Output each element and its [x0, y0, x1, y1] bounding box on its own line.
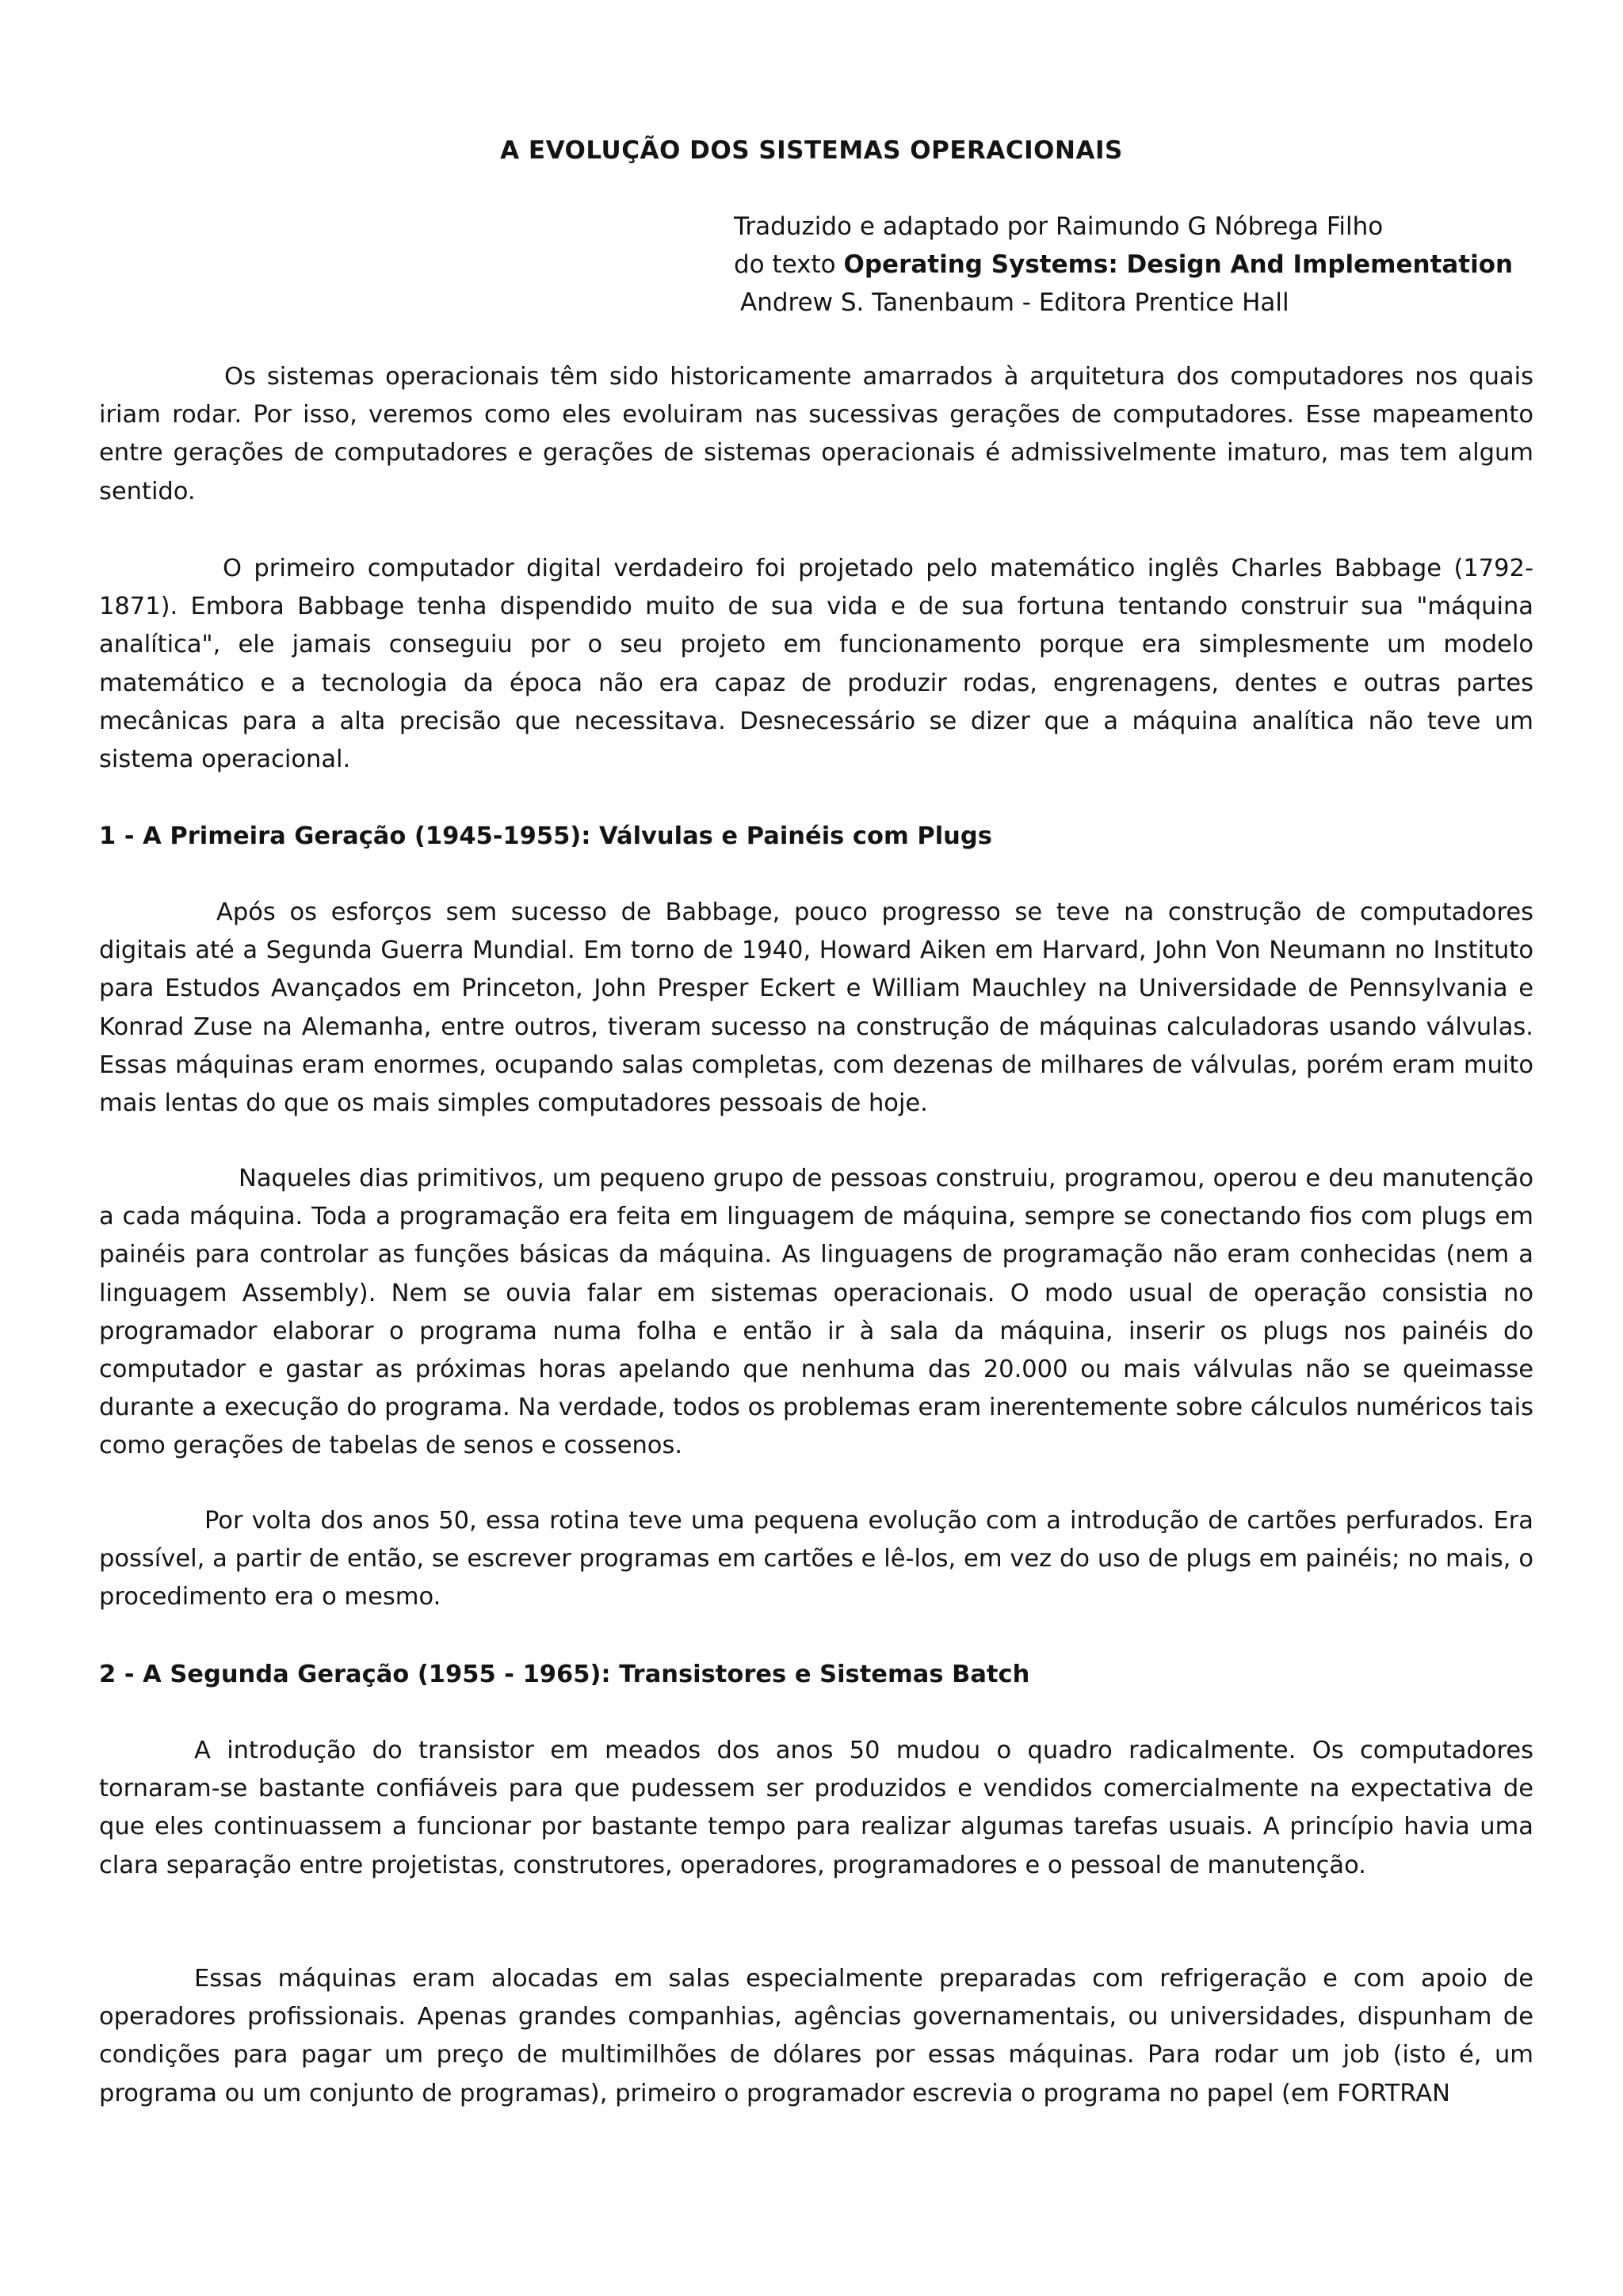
credits-source-line: [734, 246, 1513, 284]
credits-book-title: Operating Systems: Design And Implementation: [843, 250, 1514, 279]
paragraph-mainframe-rooms: Essas máquinas eram alocadas em salas especialmente preparadas com refrigeração e com apoio de operadores profissionais. Apenas grandes companhias, agências governamentais, ou universidades, dispunham de condições para pagar um preço de multimilhões de dólares por essas máquinas. Para rodar um job (isto é, um programa ou um conjunto de programas), primeiro o programador escrevia o programa no papel (em FORTRAN: [99, 1965, 1533, 2107]
paragraph-babbage: O primeiro computador digital verdadeiro foi projetado pelo matemático inglês Charles Babbage (1792-1871). Embora Babbage tenha dispendido muito de sua vida e de sua fortuna tentando construir sua "máquina analítica", ele jamais conseguiu por o seu projeto em funcionamento porque era simplesmente um modelo matemático e a tecnologia da época não era capaz de produzir rodas, engrenagens, dentes e outras partes mecânicas para a alta precisão que necessitava. Desnecessário se dizer que a máquina analítica não teve um sistema operacional.: [99, 555, 1533, 774]
credits-translator-line: Traduzido e adaptado por Raimundo G Nóbrega Filho: [734, 212, 1384, 241]
document-title: A EVOLUÇÃO DOS SISTEMAS OPERACIONAIS: [500, 136, 1123, 165]
section-heading-second-generation: 2 - A Segunda Geração (1955 - 1965): Transistores e Sistemas Batch: [99, 1661, 1030, 1688]
paragraph-first-generation-operation: Naqueles dias primitivos, um pequeno grupo de pessoas construiu, programou, operou e deu manutenção a cada máquina. Toda a programação era feita em linguagem de máquina, sempre se conectando fios com plugs em painéis para controlar as funções básicas da máquina. As linguagens de programação não eram conhecidas (nem a linguagem Assembly). Nem se ouvia falar em sistemas operacionais. O modo usual de operação consistia no programador elaborar o programa numa folha e então ir à sala da máquina, inserir os plugs nos painéis do computador e gastar as próximas horas apelando que nenhuma das 20.000 ou mais válvulas não se queimasse durante a execução do programa. Na verdade, todos os problemas eram inerentemente sobre cálculos numéricos tais como gerações de tabelas de senos e cossenos.: [99, 1165, 1533, 1460]
paragraph-transistor: A introdução do transistor em meados dos anos 50 mudou o quadro radicalmente. Os computadores tornaram-se bastante confiáveis para que pudessem ser produzidos e vendidos comercialmente na expectativa de que eles continuassem a funcionar por bastante tempo para realizar algumas tarefas usuais. A princípio havia uma clara separação entre projetistas, construtores, operadores, programadores e o pessoal de manutenção.: [99, 1737, 1533, 1879]
paragraph-first-generation-machines: Após os esforços sem sucesso de Babbage, pouco progresso se teve na construção de computadores digitais até a Segunda Guerra Mundial. Em torno de 1940, Howard Aiken em Harvard, John Von Neumann no Instituto para Estudos Avançados em Princeton, John Presper Eckert e William Mauchley na Universidade de Pennsylvania e Konrad Zuse na Alemanha, entre outros, tiveram sucesso na construção de máquinas calculadoras usando válvulas. Essas máquinas eram enormes, ocupando salas completas, com dezenas de milhares de válvulas, porém eram muito mais lentas do que os mais simples computadores pessoais de hoje.: [99, 898, 1533, 1118]
credits-source-prefix: do texto: [734, 250, 844, 279]
paragraph-intro: Os sistemas operacionais têm sido historicamente amarrados à arquitetura dos computadores nos quais iriam rodar. Por isso, veremos como eles evoluiram nas sucessivas gerações de computadores. Esse mapeamento entre gerações de computadores e gerações de sistemas operacionais é admissivelmente imaturo, mas tem algum sentido.: [99, 363, 1533, 505]
translation-credits: [734, 208, 1513, 322]
paragraph-punched-cards: Por volta dos anos 50, essa rotina teve uma pequena evolução com a introdução de cartões perfurados. Era possível, a partir de então, se escrever programas em cartões e lê-los, em vez do uso de plugs em painéis; no mais, o procedimento era o mesmo.: [99, 1507, 1533, 1611]
credits-author-line: Andrew S. Tanenbaum - Editora Prentice Hall: [740, 288, 1289, 317]
section-heading-first-generation: 1 - A Primeira Geração (1945-1955): Válvulas e Painéis com Plugs: [99, 822, 992, 850]
